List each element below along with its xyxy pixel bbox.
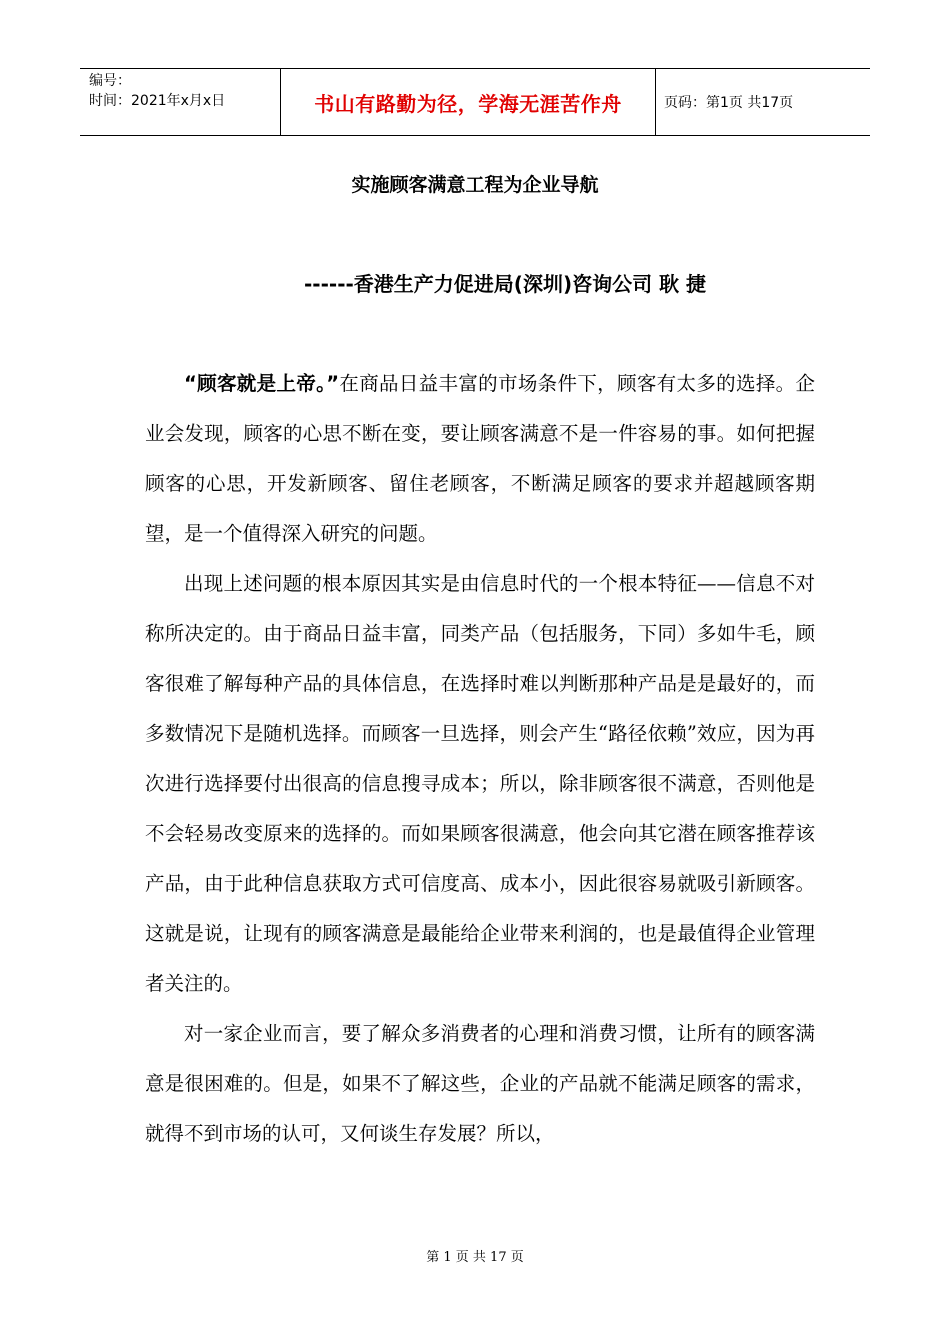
page-footer: 第 1 页 共 17 页	[426, 1250, 524, 1265]
paragraph-text: 出现上述问题的根本原因其实是由信息时代的一个根本特征——信息不对称所决定的。由于商品日益丰富，同类产品（包括服务，下同）多如牛毛，顾客很难了解每种产品的具体信息，在选择时难以判断那种产品是是最好的，而多数情况下是随机选择。而顾客一旦选择，则会产生“路径依赖”效应，因为再次进行选择要付出很高的信息搜寻成本；所以，除非顾客很不满意，否则他是不会轻易改变原来的选择的。而如果顾客很满意，他会向其它潜在顾客推荐该产品，由于此种信息获取方式可信度高、成本小，因此很容易就吸引新顾客。这就是说，让现有的顾客满意是最能给企业带来利润的，也是最值得企业管理者关注的。	[145, 572, 815, 995]
paragraph-3	[145, 1009, 815, 1159]
paragraph-2	[145, 559, 815, 1009]
header-motto: 书山有路勤为径，学海无涯苦作舟	[281, 69, 656, 135]
header-page-info: 页码：第1页 共17页	[664, 95, 794, 111]
document-title: 实施顾客满意工程为企业导航	[351, 174, 599, 196]
header-number-label: 编号：	[89, 73, 131, 89]
paragraph-1	[145, 359, 815, 559]
header-time-label: 时间：2021年x月x日	[89, 93, 226, 109]
document-author: ------香港生产力促进局(深圳)咨询公司 耿 捷	[304, 272, 707, 296]
document-body	[145, 359, 815, 1159]
paragraph-lead: “顾客就是上帝。”	[184, 372, 340, 395]
document-header	[80, 68, 870, 136]
paragraph-text: 对一家企业而言，要了解众多消费者的心理和消费习惯，让所有的顾客满意是很困难的。但是，如果不了解这些，企业的产品就不能满足顾客的需求，就得不到市场的认可，又何谈生存发展？所以，	[145, 1022, 815, 1145]
paragraph-text: 在商品日益丰富的市场条件下，顾客有太多的选择。企业会发现，顾客的心思不断在变，要让顾客满意不是一件容易的事。如何把握顾客的心思，开发新顾客、留住老顾客，不断满足顾客的要求并超越顾客期望，是一个值得深入研究的问题。	[145, 372, 815, 545]
header-meta-cell	[80, 69, 281, 135]
